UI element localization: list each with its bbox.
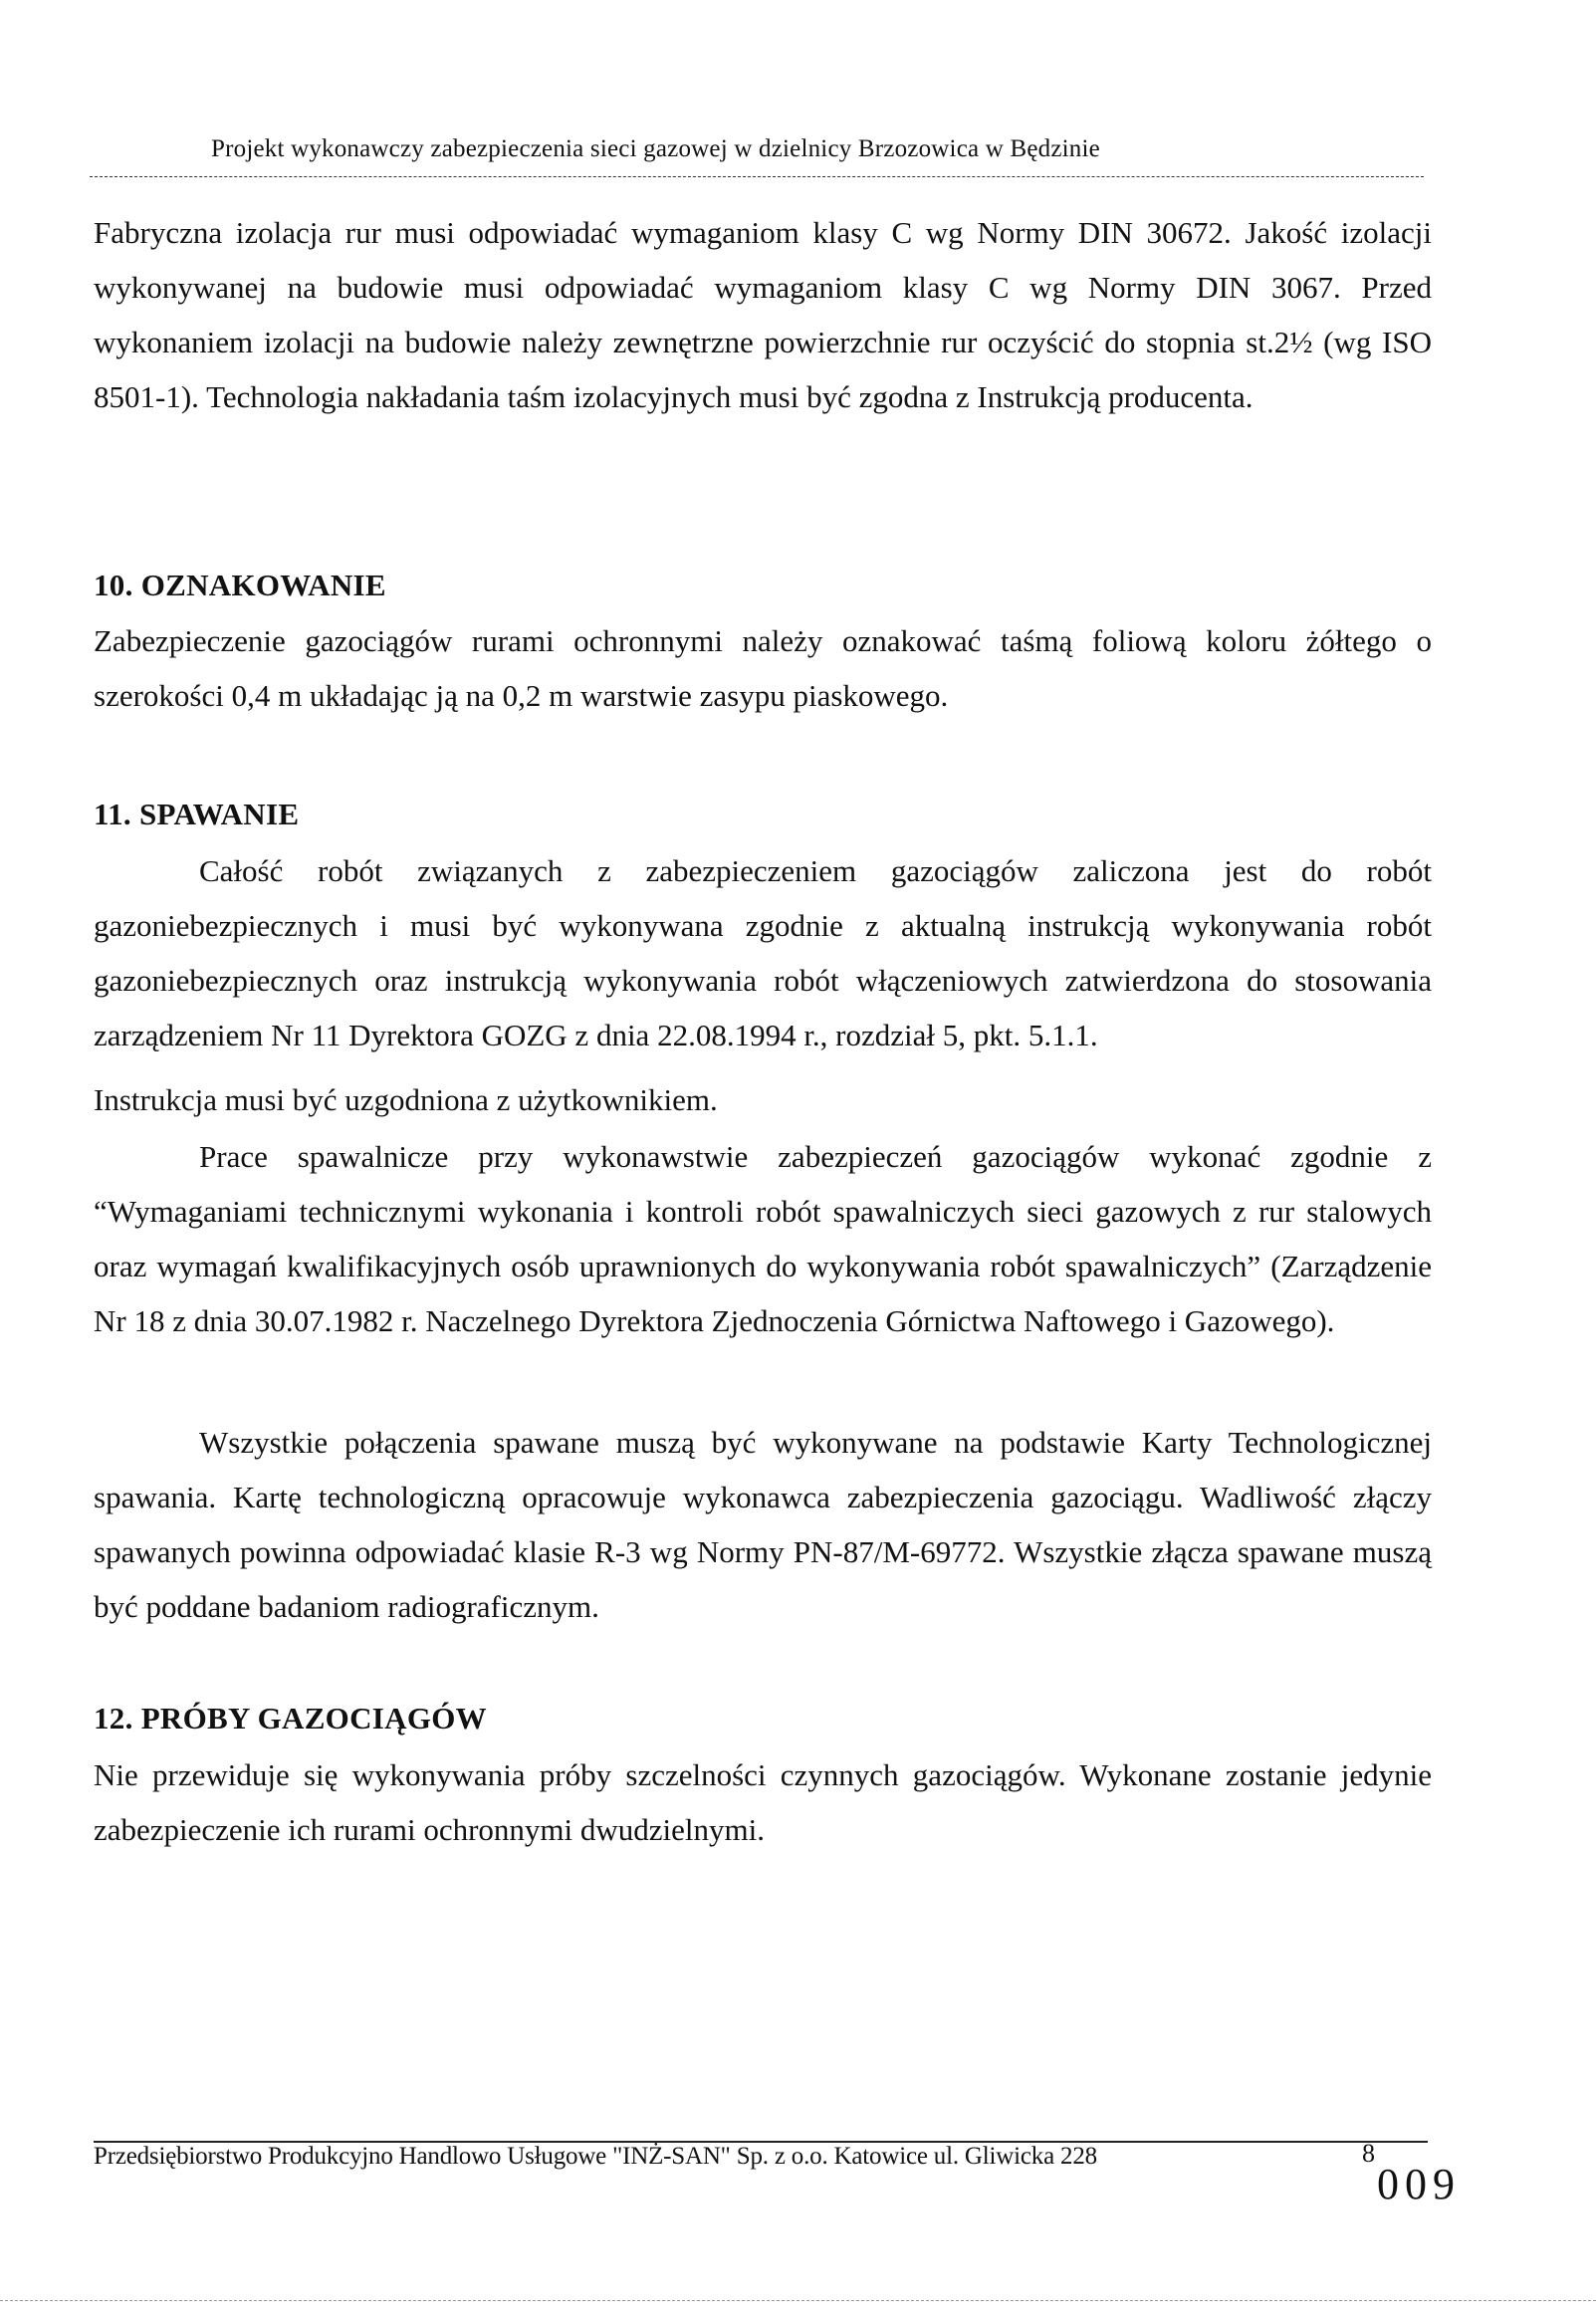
- section-spawanie-paragraph-4: Wszystkie połączenia spawane muszą być wykonywane na podstawie Karty Technologicznej spawania. Kartę technologiczną opracowuje wykonawca zabezpieczenia gazociągu. Wadliwość złączy spawanych powinna odpowiadać klasie R-3 wg Normy PN-87/M-69772. Wszystkie złącza spawane muszą być poddane badaniom radiograficznym.: [94, 1425, 1432, 1624]
- section-heading-proby: 12. PRÓBY GAZOCIĄGÓW: [94, 1701, 487, 1736]
- section-spawanie-paragraph-1: Całość robót związanych z zabezpieczeniem gazociągów zaliczona jest do robót gazoniebezpiecznych i musi być wykonywana zgodnie z aktualną instrukcją wykonywania robót gazoniebezpiecznych oraz instrukcją wykonywania robót włączeniowych zatwierdzona do stosowania zarządzeniem Nr 11 Dyrektora GOZG z dnia 22.08.1994 r., rozdział 5, pkt. 5.1.1.: [94, 853, 1432, 1052]
- section-proby-paragraph: Nie przewiduje się wykonywania próby szczelności czynnych gazociągów. Wykonane zostanie jedynie zabezpieczenie ich rurami ochronnymi dwudzielnymi.: [94, 1757, 1432, 1847]
- scan-edge-line: [0, 2300, 1596, 2301]
- document-stamp: 009: [1377, 2160, 1461, 2208]
- section-spawanie-paragraph-2: Instrukcja musi być uzgodniona z użytkownikiem.: [94, 1082, 718, 1117]
- page-header: Projekt wykonawczy zabezpieczenia sieci gazowej w dzielnicy Brzozowica w Będzinie: [211, 135, 1100, 162]
- section-heading-oznakowanie: 10. OZNAKOWANIE: [94, 568, 386, 602]
- footer-company: Przedsiębiorstwo Produkcyjno Handlowo Usługowe "INŻ-SAN" Sp. z o.o. Katowice ul. Gliwicka 228: [94, 2143, 1097, 2170]
- section-oznakowanie-paragraph: Zabezpieczenie gazociągów rurami ochronnymi należy oznakować taśmą foliową koloru żółtego o szerokości 0,4 m układając ją na 0,2 m warstwie zasypu piaskowego.: [94, 623, 1432, 713]
- page-number: 8: [1362, 2139, 1375, 2168]
- section-heading-spawanie: 11. SPAWANIE: [94, 797, 300, 831]
- section-spawanie-paragraph-3: Prace spawalnicze przy wykonawstwie zabezpieczeń gazociągów wykonać zgodnie z “Wymaganiami technicznymi wykonania i kontroli robót spawalniczych sieci gazowych z rur stalowych oraz wymagań kwalifikacyjnych osób uprawnionych do wykonywania robót spawalniczych” (Zarządzenie Nr 18 z dnia 30.07.1982 r. Naczelnego Dyrektora Zjednoczenia Górnictwa Naftowego i Gazowego).: [94, 1139, 1432, 1338]
- intro-paragraph: Fabryczna izolacja rur musi odpowiadać wymaganiom klasy C wg Normy DIN 30672. Jakość izolacji wykonywanej na budowie musi odpowiadać wymaganiom klasy C wg Normy DIN 3067. Przed wykonaniem izolacji na budowie należy zewnętrzne powierzchnie rur oczyścić do stopnia st.2½ (wg ISO 8501-1). Technologia nakładania taśm izolacyjnych musi być zgodna z Instrukcją producenta.: [94, 215, 1432, 414]
- header-rule: [90, 176, 1424, 177]
